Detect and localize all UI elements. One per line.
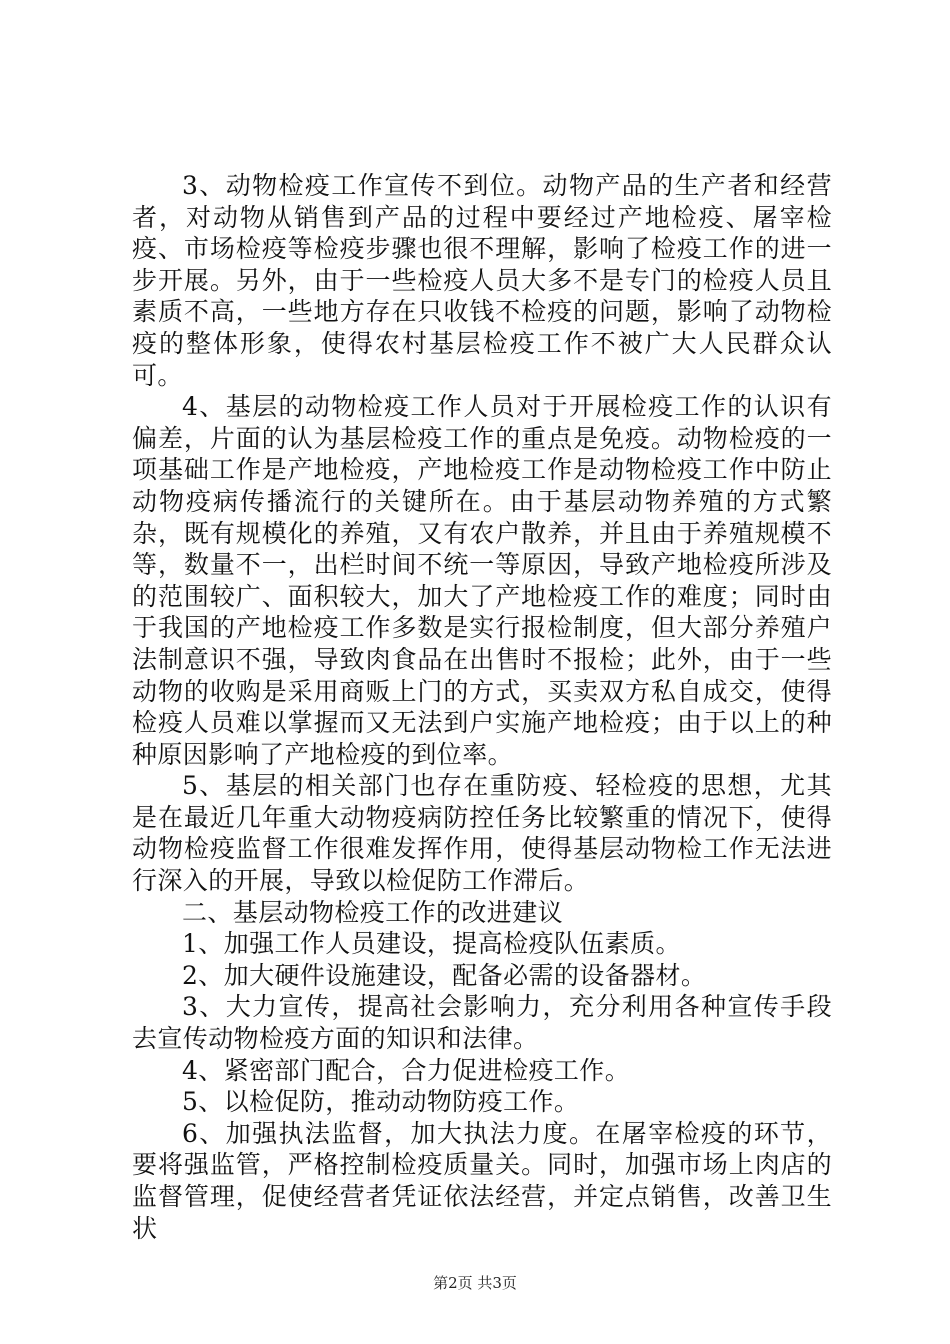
suggestion-item-2: 2、加大硬件设施建设，配备必需的设备器材。 — [182, 960, 707, 990]
page-total: 共3页 — [477, 1274, 517, 1292]
suggestion-item-1: 1、加强工作人员建设，提高检疫队伍素质。 — [182, 929, 681, 959]
document-body — [132, 170, 832, 1244]
paragraph-item-3-publicity: 3、动物检疫工作宣传不到位。动物产品的生产者和经营者，对动物从销售到产品的过程中要经过产地检疫、屠宰检疫、市场检疫等检疫步骤也很不理解，影响了检疫工作的进一步开展。另外，由于一些检疫人员大多不是专门的检疫人员且素质不高，一些地方存在只收钱不检疫的问题，影响了动物检疫的整体形象，使得农村基层检疫工作不被广大人民群众认可。 — [132, 171, 832, 390]
page-footer — [0, 1273, 950, 1293]
suggestion-item-4: 4、紧密部门配合，合力促进检疫工作。 — [182, 1055, 631, 1085]
section-heading-suggestions: 二、基层动物检疫工作的改进建议 — [182, 897, 564, 927]
suggestion-item-5: 5、以检促防，推动动物防疫工作。 — [182, 1087, 580, 1117]
page-number: 第2页 — [433, 1274, 473, 1292]
paragraph-item-4-understanding: 4、基层的动物检疫工作人员对于开展检疫工作的认识有偏差，片面的认为基层检疫工作的重点是免疫。动物检疫的一项基础工作是产地检疫，产地检疫工作是动物检疫工作中防止动物疫病传播流行的关键所在。由于基层动物养殖的方式繁杂，既有规模化的养殖，又有农户散养，并且由于养殖规模不等，数量不一，出栏时间不统一等原因，导致产地检疫所涉及的范围较广、面积较大，加大了产地检疫工作的难度；同时由于我国的产地检疫工作多数是实行报检制度，但大部分养殖户法制意识不强，导致肉食品在出售时不报检；此外，由于一些动物的收购是采用商贩上门的方式，买卖双方私自成交，使得检疫人员难以掌握而又无法到户实施产地检疫；由于以上的种种原因影响了产地检疫的到位率。 — [132, 392, 832, 769]
suggestion-item-6: 6、加强执法监督，加大执法力度。在屠宰检疫的环节，要将强监管，严格控制检疫质量关。同时，加强市场上肉店的监督管理，促使经营者凭证依法经营，并定点销售，改善卫生状 — [132, 1118, 832, 1243]
paragraph-item-5-departments: 5、基层的相关部门也存在重防疫、轻检疫的思想，尤其是在最近几年重大动物疫病防控任务比较繁重的情况下，使得动物检疫监督工作很难发挥作用，使得基层动物检工作无法进行深入的开展，导致以检促防工作滞后。 — [132, 771, 832, 896]
suggestion-item-3: 3、大力宣传，提高社会影响力，充分利用各种宣传手段去宣传动物检疫方面的知识和法律。 — [132, 992, 832, 1054]
